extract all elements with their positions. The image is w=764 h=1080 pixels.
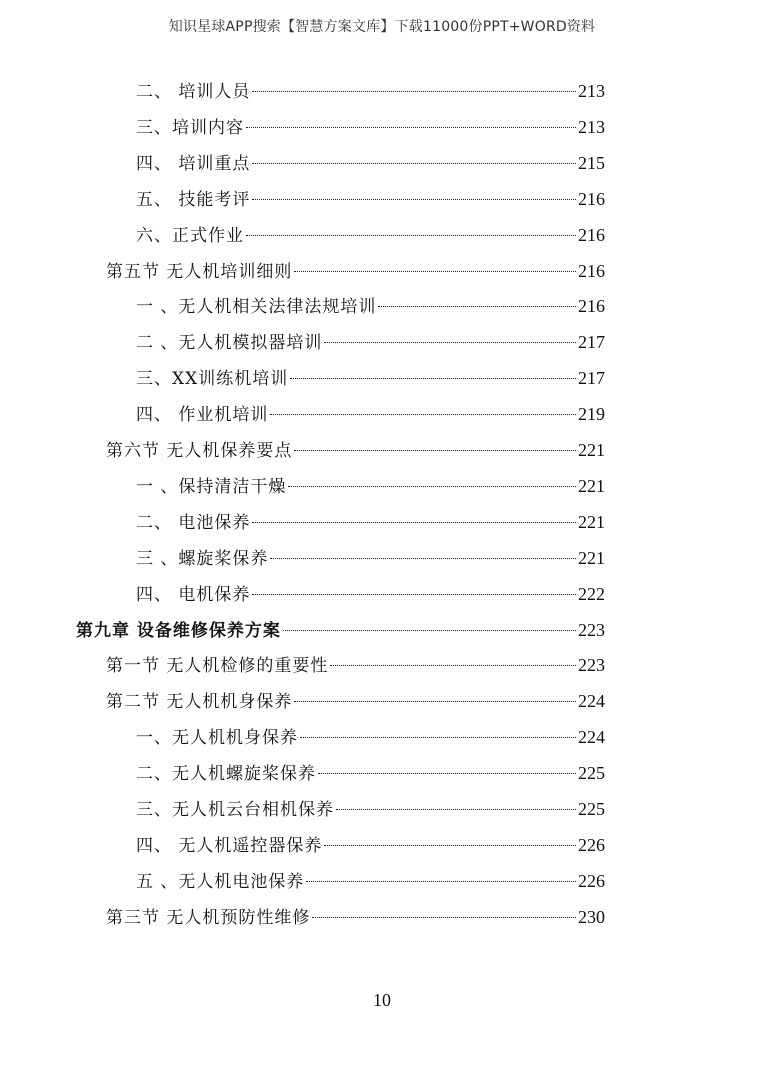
toc-entry-page: 216 [578,260,605,281]
toc-dot-leader [294,271,576,272]
toc-dot-leader [312,917,576,918]
toc-entry-page: 221 [578,511,605,532]
toc-entry[interactable] [106,904,605,930]
toc-entry-page: 219 [578,404,605,425]
toc-dot-leader [252,199,576,200]
toc-entry-title: 一 、无人机相关法律法规培训 [136,297,377,318]
toc-entry-page: 226 [578,834,605,855]
toc-entry[interactable] [106,652,605,678]
toc-entry-page: 230 [578,906,605,927]
toc-entry-page: 225 [578,763,605,784]
toc-dot-leader [294,450,576,451]
toc-entry-title: 四、 无人机遥控器保养 [136,835,323,856]
document-header-banner: 知识星球APP搜索【智慧方案文库】下载11000份PPT+WORD资料 [168,19,596,35]
toc-entry-page: 221 [578,547,605,568]
toc-entry-page: 223 [578,655,605,676]
toc-dot-leader [270,558,576,559]
toc-dot-leader [283,630,576,631]
toc-entry[interactable] [136,724,605,750]
toc-entry-title: 六、正式作业 [136,225,244,246]
toc-entry[interactable] [136,832,605,858]
toc-entry[interactable] [136,150,605,176]
toc-dot-leader [252,522,576,523]
toc-entry[interactable] [136,222,605,248]
toc-entry-title: 四、 作业机培训 [136,405,269,426]
toc-dot-leader [290,378,576,379]
page-number: 10 [373,990,391,1010]
toc-dot-leader [306,881,576,882]
toc-dot-leader [324,342,576,343]
toc-entry-title: 三、XX训练机培训 [136,369,289,390]
toc-entry-title: 五、 技能考评 [136,189,251,210]
toc-dot-leader [252,163,576,164]
toc-entry-title: 第五节 无人机培训细则 [106,261,293,282]
toc-entry-title: 第三节 无人机预防性维修 [106,907,311,928]
toc-entry-page: 221 [578,475,605,496]
toc-entry-title: 二、无人机螺旋桨保养 [136,764,316,785]
toc-entry-title: 三 、螺旋桨保养 [136,548,269,569]
toc-dot-leader [246,127,576,128]
toc-dot-leader [330,665,576,666]
toc-entry[interactable] [136,796,605,822]
toc-entry-title: 五 、无人机电池保养 [136,871,305,892]
toc-entry[interactable] [136,114,605,140]
toc-entry[interactable] [136,78,605,104]
toc-entry-page: 216 [578,188,605,209]
toc-entry-page: 226 [578,870,605,891]
toc-entry-page: 216 [578,296,605,317]
toc-dot-leader [300,737,576,738]
toc-entry-title: 四、 电机保养 [136,584,251,605]
toc-dot-leader [378,306,576,307]
toc-entry[interactable] [136,365,605,391]
toc-entry[interactable] [136,329,605,355]
toc-entry-title: 第二节 无人机机身保养 [106,692,293,713]
toc-entry-page: 216 [578,224,605,245]
toc-dot-leader [294,701,576,702]
toc-dot-leader [252,91,576,92]
toc-entry[interactable] [76,617,605,643]
toc-entry[interactable] [136,868,605,894]
toc-entry-page: 223 [578,619,605,640]
toc-entry-page: 224 [578,727,605,748]
toc-entry-page: 213 [578,116,605,137]
toc-entry[interactable] [136,509,605,535]
toc-entry-page: 215 [578,152,605,173]
toc-entry-page: 213 [578,81,605,101]
toc-dot-leader [246,235,576,236]
toc-entry-page: 225 [578,799,605,819]
toc-dot-leader [288,486,576,487]
toc-entry[interactable] [136,293,605,319]
toc-dot-leader [318,773,576,774]
toc-entry-title: 第六节 无人机保养要点 [106,441,293,461]
toc-entry-page: 217 [578,332,605,353]
toc-entry-title: 第九章 设备维修保养方案 [76,620,281,641]
toc-entry-page: 217 [578,368,605,389]
toc-entry-title: 二、 电池保养 [136,512,251,533]
toc-entry-title: 三、无人机云台相机保养 [136,800,334,820]
toc-entry[interactable] [136,473,605,499]
toc-entry-page: 224 [578,691,605,712]
toc-dot-leader [336,809,576,810]
toc-dot-leader [324,845,576,846]
toc-dot-leader [252,594,576,595]
toc-entry-title: 一 、保持清洁干燥 [136,476,287,497]
toc-entry-page: 222 [578,583,605,604]
toc-entry-title: 一、无人机机身保养 [136,728,298,749]
toc-entry-title: 二 、无人机模拟器培训 [136,333,323,354]
toc-entry-title: 二、 培训人员 [136,82,251,102]
toc-entry[interactable] [106,258,605,284]
toc-entry[interactable] [106,437,605,463]
toc-entry[interactable] [136,401,605,427]
toc-entry-title: 三、培训内容 [136,117,244,138]
toc-entry[interactable] [136,760,605,786]
toc-entry-page: 221 [578,440,605,460]
toc-entry-title: 四、 培训重点 [136,153,251,174]
toc-entry[interactable] [136,186,605,212]
toc-dot-leader [270,414,576,415]
toc-entry[interactable] [136,545,605,571]
toc-entry[interactable] [106,688,605,714]
toc-entry[interactable] [136,581,605,607]
toc-entry-title: 第一节 无人机检修的重要性 [106,656,329,677]
